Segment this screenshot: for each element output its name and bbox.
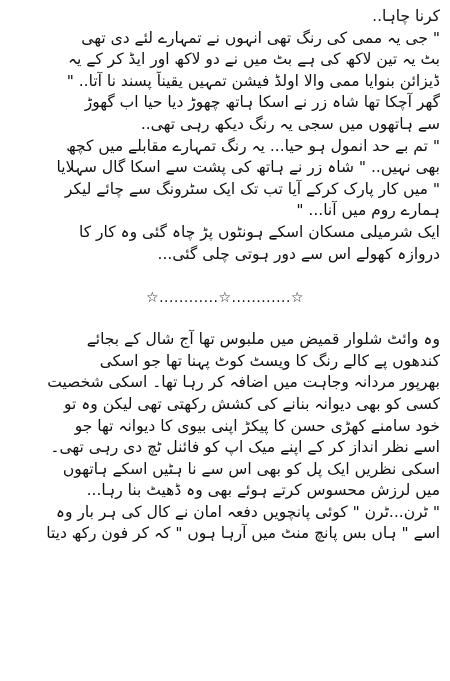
text-line: خود سامنے کھڑی حسن کا پیکڑ اپنی بیوی کا دیوانہ تھا جو (74, 416, 440, 435)
text-line: سے ہاتھوں میں سجی یہ رنگ دیکھ رہی تھی.. (140, 114, 440, 133)
paragraph-1 (10, 6, 440, 265)
paragraph-2 (10, 329, 440, 545)
text-line: کرنا چاہا.. (372, 7, 440, 25)
text-line: " میں کار پارک کرکے آیا تب تک ایک سٹرونگ سے چائے لیکر (64, 179, 440, 198)
text-line: ہمارے روم میں آنا... " (296, 201, 440, 220)
text-line: میں لرزش محسوس کرتے ہوئے بھی وہ ڈھیٹ بنا رہا... (86, 481, 440, 500)
text-line: بٹ یہ تین لاکھ کی ہے بٹ میں نے دو لاکھ اور ایڈ کر کے یہ (67, 50, 440, 69)
text-line: اسے نظر انداز کر کے اپنے میک اپ کو فائنل ٹچ دی رہی تھی۔ (50, 438, 440, 457)
text-line: " جی یہ ممی کی رنگ تھی انہوں نے تمہارے لئے دی تھی (81, 28, 440, 47)
section-divider: ☆............☆............☆ (146, 290, 304, 307)
text-line: ڈیزائن بنوایا ممی والا اولڈ فیشن تمہیں یقیناً پسند نا آتا.. " (66, 71, 440, 90)
text-line: دروازہ کھولے اس سے دور ہوتی چلی گئی... (157, 244, 440, 263)
text-line: وہ وائٹ شلوار قمیض میں ملبوس تھا آج شال کے بجائے (86, 330, 440, 349)
text-line: کسی کو بھی دیوانہ بنانے کی کشش رکھتی تھی لیکن وہ تو (63, 394, 440, 413)
spacer (10, 265, 440, 283)
text-line: بھی نہیں.. " شاہ زر نے ہاتھ کی پشت سے اسکا گال سہلایا (56, 158, 440, 177)
text-line: بھرپور مردانہ وجاہت میں اضافہ کر رہا تھا۔ اسکی شخصیت (47, 373, 440, 392)
text-line: کندھوں پے کالے رنگ کا ویسٹ کوٹ پہنا تھا جو اسکی (99, 351, 440, 370)
text-line: گھر آچکا تھا شاہ زر نے اسکا ہاتھ چھوڑ دیا حیا اب گھوڑ (84, 93, 440, 112)
text-line: ایک شرمیلی مسکان اسکے ہونٹوں پڑ چاہ گئی وہ کار کا (78, 222, 440, 241)
text-line: اسے " ہاں بس پانچ منٹ میں آرہا ہوں " کہ کر فون رکھ دیتا (46, 524, 440, 543)
spacer (10, 315, 440, 329)
text-line: " تم بے حد انمول ہو حیا... یہ رنگ تمہارے مقابلے میں کچھ (66, 136, 440, 155)
text-line: " ٹرن...ٹرن " کوئی پانچویں دفعہ امان نے کال کی ہر بار وہ (55, 502, 440, 521)
text-line: اسکی نظریں ایک پل کو بھی اس سے نا ہٹیں اسکے ہاتھوں (62, 459, 440, 478)
